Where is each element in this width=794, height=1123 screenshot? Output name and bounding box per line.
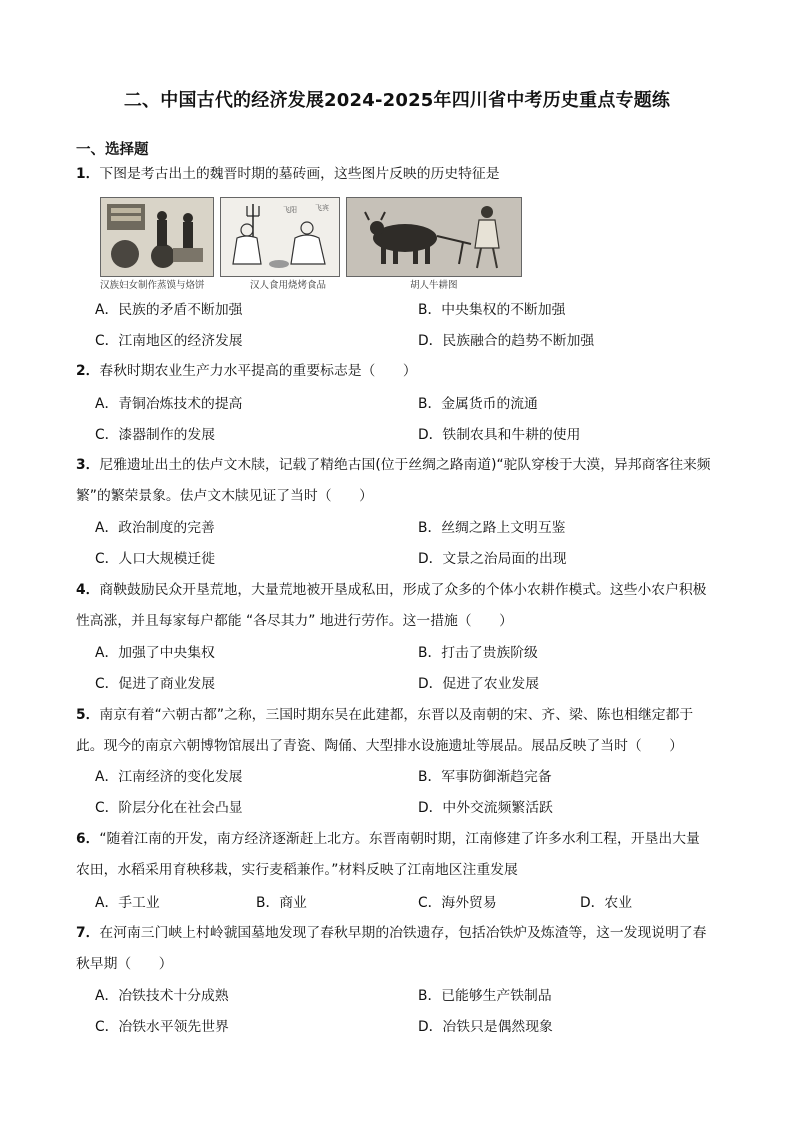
question-text: 春秋时期农业生产力水平提高的重要标志是（ ） — [99, 363, 417, 379]
option-b: B．金属货币的流通 — [418, 396, 538, 412]
option-d: D．民族融合的趋势不断加强 — [418, 333, 595, 349]
figure-caption: 汉人食用烧烤食品 — [250, 280, 327, 291]
option-d: D．中外交流频繁活跃 — [418, 800, 553, 816]
question-text: “随着江南的开发，南方经济逐渐赶上北方。东晋南朝时期，江南修建了许多水利工程，开垦出大量 — [99, 831, 700, 847]
option-d: D．文景之治局面的出现 — [418, 551, 567, 567]
option-b: B．打击了贵族阶级 — [418, 645, 538, 661]
question-6-stem — [76, 824, 746, 855]
option-d: D．铁制农具和牛耕的使用 — [418, 427, 581, 443]
question-text: 下图是考古出土的魏晋时期的墓砖画，这些图片反映的历史特征是 — [99, 166, 500, 182]
option-c: C．漆器制作的发展 — [95, 427, 216, 443]
question-number: 3． — [76, 457, 100, 473]
option-a: A．冶铁技术十分成熟 — [95, 988, 229, 1004]
option-c: C．人口大规模迁徙 — [95, 551, 216, 567]
question-text: 南京有着“六朝古都”之称，三国时期东吴在此建都，东晋以及南朝的宋、齐、梁、陈也相继定都于 — [99, 707, 694, 723]
option-a: A．政治制度的完善 — [95, 520, 215, 536]
option-d: D．农业 — [580, 895, 633, 911]
option-b: B．军事防御渐趋完备 — [418, 769, 552, 785]
question-6-stem-cont: 农田，水稻采用育秧移栽，实行麦稻兼作。”材料反映了江南地区注重发展 — [76, 862, 518, 878]
question-5-stem — [76, 700, 746, 731]
question-4-stem — [76, 575, 746, 606]
figure-feast-scene — [220, 197, 340, 277]
option-a: A．手工业 — [95, 895, 160, 911]
option-a: A．江南经济的变化发展 — [95, 769, 243, 785]
question-number: 2． — [76, 363, 100, 379]
option-c: C．阶层分化在社会凸显 — [95, 800, 243, 816]
option-b: B．中央集权的不断加强 — [418, 302, 566, 318]
question-3-stem — [76, 450, 746, 481]
question-2-stem — [76, 356, 746, 387]
question-4-stem-cont: 性高涨，并且每家每户都能 “各尽其力” 地进行劳作。这一措施（ ） — [76, 613, 513, 629]
question-text: 商鞅鼓励民众开垦荒地，大量荒地被开垦成私田，形成了众多的个体小农耕作模式。这些小农户积极 — [99, 582, 707, 598]
question-text: 尼雅遗址出土的佉卢文木牍，记载了精绝古国(位于丝绸之路南道)“驼队穿梭于大漠，异邦商客往来频 — [99, 457, 711, 473]
question-number: 5． — [76, 707, 100, 723]
question-3-stem-cont: 繁”的繁荣景象。佉卢文木牍见证了当时（ ） — [76, 488, 373, 504]
svg-text:飞阳: 飞阳 — [283, 206, 297, 214]
option-a: A．青铜冶炼技术的提高 — [95, 396, 243, 412]
question-number: 7． — [76, 925, 100, 941]
svg-text:飞宾: 飞宾 — [315, 204, 329, 212]
figure-caption: 汉族妇女制作蒸馍与烙饼 — [100, 280, 205, 291]
option-c: C．海外贸易 — [418, 895, 497, 911]
question-text: 在河南三门峡上村岭虢国墓地发现了春秋早期的冶铁遗存，包括冶铁炉及炼渣等，这一发现说明了春 — [99, 925, 707, 941]
option-a: A．加强了中央集权 — [95, 645, 215, 661]
question-7-stem-cont: 秋早期（ ） — [76, 956, 173, 972]
option-d: D．冶铁只是偶然现象 — [418, 1019, 553, 1035]
figure-ox-plough-scene — [346, 197, 522, 277]
question-number: 1． — [76, 166, 100, 182]
option-b: B．商业 — [256, 895, 307, 911]
section-heading: 一、选择题 — [76, 142, 149, 158]
question-1-stem — [76, 159, 746, 190]
option-c: C．冶铁水平领先世界 — [95, 1019, 229, 1035]
option-a: A．民族的矛盾不断加强 — [95, 302, 243, 318]
question-number: 6． — [76, 831, 100, 847]
question-5-stem-cont: 此。现今的南京六朝博物馆展出了青瓷、陶俑、大型排水设施遗址等展品。展品反映了当时（ ） — [76, 738, 684, 754]
figure-caption: 胡人牛耕图 — [410, 280, 458, 291]
document-title: 二、中国古代的经济发展2024-2025年四川省中考历史重点专题练 — [123, 90, 671, 111]
option-c: C．江南地区的经济发展 — [95, 333, 243, 349]
question-1-figures — [100, 197, 525, 289]
option-c: C．促进了商业发展 — [95, 676, 216, 692]
option-d: D．促进了农业发展 — [418, 676, 539, 692]
option-b: B．丝绸之路上文明互鉴 — [418, 520, 566, 536]
figure-kitchen-scene — [100, 197, 214, 277]
question-7-stem — [76, 918, 746, 949]
question-number: 4． — [76, 582, 100, 598]
option-b: B．已能够生产铁制品 — [418, 988, 552, 1004]
